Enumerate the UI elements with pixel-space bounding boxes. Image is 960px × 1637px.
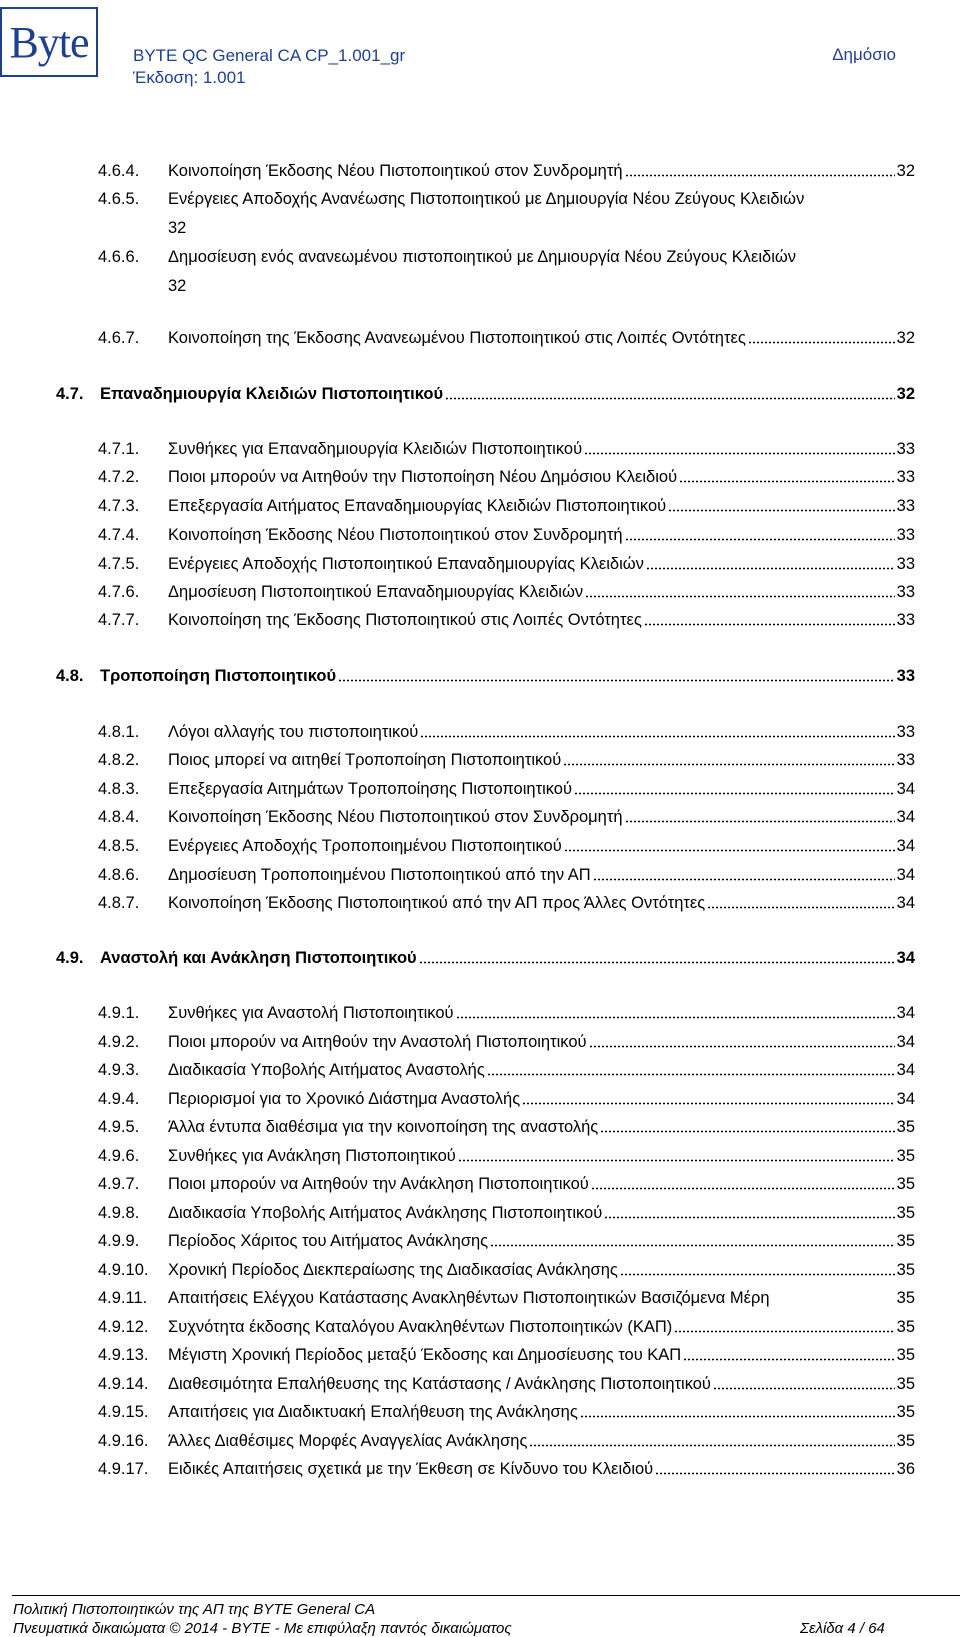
toc-entry-number: 4.7. xyxy=(56,385,84,403)
toc-entry-title: Ενέργειες Αποδοχής Τροποποιημένου Πιστοποιητικού xyxy=(168,837,562,855)
toc-entry-number: 4.8.7. xyxy=(98,894,140,912)
toc-entry[interactable] xyxy=(98,1318,915,1337)
toc-entry-title: Συνθήκες για Αναστολή Πιστοποιητικού xyxy=(168,1004,454,1022)
toc-entry-title: Συνθήκες για Ανάκληση Πιστοποιητικού xyxy=(168,1147,456,1165)
toc-entry-page: 34 xyxy=(896,866,915,884)
toc-entry-title: Λόγοι αλλαγής του πιστοποιητικού xyxy=(168,723,419,741)
footer-page-number: Σελίδα 4 / 64 xyxy=(800,1620,885,1637)
toc-entry[interactable] xyxy=(56,667,915,686)
toc-leader-dots xyxy=(600,1129,894,1133)
toc-leader-dots xyxy=(487,1072,895,1076)
toc-entry-number: 4.6.7. xyxy=(98,329,140,347)
toc-entry-title: Κοινοποίηση Έκδοσης Νέου Πιστοποιητικού στον Συνδρομητή xyxy=(168,526,623,544)
toc-entry[interactable] xyxy=(98,1175,915,1194)
toc-leader-dots xyxy=(668,508,894,512)
toc-entry[interactable] xyxy=(98,1261,915,1280)
toc-entry-page: 35 xyxy=(896,1289,915,1307)
toc-leader-dots xyxy=(420,734,894,738)
toc-entry-page: 35 xyxy=(896,1118,915,1136)
toc-entry-title: Περίοδος Χάριτος του Αιτήματος Ανάκλησης xyxy=(168,1232,489,1250)
toc-entry-number: 4.9.10. xyxy=(98,1261,149,1279)
toc-entry[interactable] xyxy=(98,837,915,856)
toc-leader-dots xyxy=(713,1386,895,1390)
toc-leader-dots xyxy=(604,1215,894,1219)
footer-divider xyxy=(12,1595,960,1596)
toc-entry-title: Επεξεργασία Αιτημάτων Τροποποίησης Πιστοποιητικού xyxy=(168,780,573,798)
toc-entry-page: 33 xyxy=(896,440,915,458)
toc-leader-dots xyxy=(580,1414,895,1418)
toc-entry[interactable] xyxy=(98,611,915,630)
toc-entry[interactable] xyxy=(98,440,915,459)
toc-entry-page: 34 xyxy=(896,780,915,798)
toc-leader-dots xyxy=(683,1357,894,1361)
toc-entry-number: 4.9.8. xyxy=(98,1204,140,1222)
toc-entry-page: 34 xyxy=(896,949,915,967)
toc-entry-number: 4.9.13. xyxy=(98,1346,149,1364)
toc-leader-dots xyxy=(419,960,895,964)
toc-entry-page: 36 xyxy=(896,1460,915,1478)
toc-entry[interactable] xyxy=(98,1403,915,1422)
toc-entry[interactable] xyxy=(98,808,915,827)
toc-entry-title: Ειδικές Απαιτήσεις σχετικά με την Έκθεση σε Κίνδυνο του Κλειδιού xyxy=(168,1460,654,1478)
toc-entry-number: 4.9.9. xyxy=(98,1232,140,1250)
toc-entry-title: Άλλα έντυπα διαθέσιμα για την κοινοποίηση της αναστολής xyxy=(168,1118,599,1136)
toc-entry-page: 35 xyxy=(896,1318,915,1336)
toc-entry[interactable] xyxy=(98,162,915,181)
toc-entry-page: 35 xyxy=(896,1375,915,1393)
toc-entry-number: 4.8.4. xyxy=(98,808,140,826)
toc-entry-title: Δημοσίευση Πιστοποιητικού Επαναδημιουργίας Κλειδιών xyxy=(168,583,584,601)
toc-leader-dots xyxy=(589,1044,895,1048)
toc-entry[interactable] xyxy=(98,1346,915,1365)
toc-entry-number: 4.7.7. xyxy=(98,611,140,629)
toc-leader-dots xyxy=(679,479,895,483)
toc-entry-number: 4.8.1. xyxy=(98,723,140,741)
toc-leader-dots xyxy=(620,1272,895,1276)
toc-leader-dots xyxy=(646,566,895,570)
toc-entry-page: 33 xyxy=(896,583,915,601)
toc-entry-page: 35 xyxy=(896,1175,915,1193)
toc-entry-number: 4.6.5. xyxy=(98,190,140,208)
toc-entry-title: Συχνότητα έκδοσης Καταλόγου Ανακληθέντων Πιστοποιητικών (ΚΑΠ) xyxy=(168,1318,673,1336)
toc-entry[interactable] xyxy=(56,949,915,968)
toc-entry-page: 35 xyxy=(896,1432,915,1450)
toc-entry-page: 33 xyxy=(896,611,915,629)
toc-entry-page: 32 xyxy=(896,162,915,180)
toc-entry-page: 34 xyxy=(896,1061,915,1079)
toc-entry-title: Ενέργειες Αποδοχής Ανανέωσης Πιστοποιητικού με Δημιουργία Νέου Ζεύγους Κλειδιών xyxy=(168,190,805,208)
toc-entry-number: 4.7.2. xyxy=(98,468,140,486)
toc-entry-title: Απαιτήσεις Ελέγχου Κατάστασης Ανακληθέντων Πιστοποιητικών Βασιζόμενα Μέρη xyxy=(168,1289,770,1307)
document-classification: Δημόσιο xyxy=(832,45,896,64)
toc-entry-title: Αναστολή και Ανάκληση Πιστοποιητικού xyxy=(100,949,417,967)
toc-entry-page: 34 xyxy=(896,1090,915,1108)
toc-entry-title: Κοινοποίηση της Έκδοσης Πιστοποιητικού στις Λοιπές Οντότητες xyxy=(168,611,642,629)
toc-leader-dots xyxy=(522,1101,894,1105)
toc-entry-number: 4.7.6. xyxy=(98,583,140,601)
toc-entry-page: 35 xyxy=(896,1147,915,1165)
toc-entry-page: 35 xyxy=(896,1232,915,1250)
toc-entry[interactable] xyxy=(98,894,915,913)
toc-entry-number: 4.9.14. xyxy=(98,1375,149,1393)
toc-leader-dots xyxy=(563,762,894,766)
toc-leader-dots xyxy=(458,1158,895,1162)
toc-entry-number: 4.9.15. xyxy=(98,1403,149,1421)
toc-entry-title: Συνθήκες για Επαναδημιουργία Κλειδιών Πιστοποιητικού xyxy=(168,440,583,458)
toc-entry-number: 4.9.12. xyxy=(98,1318,149,1336)
footer-copyright: Πνευματικά δικαιώματα © 2014 - BYTE - Με επιφύλαξη παντός δικαιώματος xyxy=(13,1620,512,1637)
toc-entry-title: Ποιοι μπορούν να Αιτηθούν την Αναστολή Πιστοποιητικού xyxy=(168,1033,587,1051)
toc-entry-page: 34 xyxy=(896,808,915,826)
toc-entry-number: 4.8.5. xyxy=(98,837,140,855)
toc-entry-title: Περιορισμοί για το Χρονικό Διάστημα Αναστολής xyxy=(168,1090,521,1108)
toc-entry-number: 4.9.11. xyxy=(98,1289,148,1307)
toc-entry-title: Ποιοι μπορούν να Αιτηθούν την Ανάκληση Πιστοποιητικού xyxy=(168,1175,589,1193)
toc-entry-number: 4.6.4. xyxy=(98,162,140,180)
toc-entry-number: 4.9.2. xyxy=(98,1033,140,1051)
toc-entry-number: 4.7.5. xyxy=(98,555,140,573)
toc-entry-title: Κοινοποίηση της Έκδοσης Ανανεωμένου Πιστοποιητικού στις Λοιπές Οντότητες xyxy=(168,329,746,347)
toc-entry-title: Δημοσίευση Τροποποιημένου Πιστοποιητικού από την ΑΠ xyxy=(168,866,591,884)
toc-entry-page: 34 xyxy=(896,837,915,855)
toc-entry[interactable] xyxy=(98,526,915,545)
toc-leader-dots xyxy=(529,1443,894,1447)
toc-entry-title: Επεξεργασία Αιτήματος Επαναδημιουργίας Κλειδιών Πιστοποιητικού xyxy=(168,497,667,515)
toc-entry-title: Διαδικασία Υποβολής Αιτήματος Αναστολής xyxy=(168,1061,485,1079)
toc-leader-dots xyxy=(591,1186,895,1190)
toc-entry-title: Ενέργειες Αποδοχής Πιστοποιητικού Επαναδημιουργίας Κλειδιών xyxy=(168,555,644,573)
toc-entry[interactable] xyxy=(98,780,915,799)
toc-entry-title: Ποιοι μπορούν να Αιτηθούν την Πιστοποίηση Νέου Δημόσιου Κλειδιού xyxy=(168,468,678,486)
toc-entry-title: Άλλες Διαθέσιμες Μορφές Αναγγελίας Ανάκλησης xyxy=(168,1432,528,1450)
toc-entry[interactable] xyxy=(98,723,915,742)
toc-leader-dots xyxy=(625,819,895,823)
toc-entry[interactable] xyxy=(98,497,915,516)
toc-entry-number: 4.9.17. xyxy=(98,1460,149,1478)
toc-entry-number: 4.9.1. xyxy=(98,1004,140,1022)
toc-entry[interactable] xyxy=(98,1432,915,1451)
toc-entry-page: 32 xyxy=(896,385,915,403)
toc-leader-dots xyxy=(593,877,895,881)
toc-entry[interactable] xyxy=(98,751,915,770)
toc-entry[interactable] xyxy=(98,555,915,574)
toc-entry[interactable] xyxy=(98,1090,915,1109)
toc-entry-title: Κοινοποίηση Έκδοσης Πιστοποιητικού από την ΑΠ προς Άλλες Οντότητες xyxy=(168,894,706,912)
logo-text: Byte xyxy=(9,17,89,67)
toc-entry-page: 35 xyxy=(896,1261,915,1279)
toc-entry-title: Κοινοποίηση Έκδοσης Νέου Πιστοποιητικού στον Συνδρομητή xyxy=(168,162,623,180)
toc-entry-title: Διαδικασία Υποβολής Αιτήματος Ανάκλησης Πιστοποιητικού xyxy=(168,1204,603,1222)
toc-entry-title: Χρονική Περίοδος Διεκπεραίωσης της Διαδικασίας Ανάκλησης xyxy=(168,1261,618,1279)
toc-entry-page: 32 xyxy=(168,219,187,237)
toc-entry-number: 4.7.4. xyxy=(98,526,140,544)
toc-entry[interactable] xyxy=(98,1375,915,1394)
toc-entry[interactable] xyxy=(98,1033,915,1052)
toc-entry[interactable] xyxy=(98,1204,915,1223)
toc-entry-number: 4.9.3. xyxy=(98,1061,140,1079)
toc-entry-page: 33 xyxy=(896,497,915,515)
toc-entry[interactable] xyxy=(98,1289,915,1308)
toc-leader-dots xyxy=(674,1329,894,1333)
toc-leader-dots xyxy=(574,791,895,795)
toc-entry-page: 34 xyxy=(896,1004,915,1022)
footer-policy-title: Πολιτική Πιστοποιητικών της ΑΠ της BYTE General CA xyxy=(13,1601,376,1618)
toc-leader-dots xyxy=(564,848,895,852)
toc-leader-dots xyxy=(338,678,895,682)
toc-entry[interactable] xyxy=(98,1061,915,1080)
toc-entry-page: 35 xyxy=(896,1204,915,1222)
document-version: Έκδοση: 1.001 xyxy=(133,68,246,87)
toc-entry[interactable] xyxy=(98,583,915,602)
toc-leader-dots xyxy=(655,1471,894,1475)
toc-entry-number: 4.9.7. xyxy=(98,1175,140,1193)
toc-entry-number: 4.7.1. xyxy=(98,440,140,458)
toc-entry[interactable] xyxy=(98,468,915,487)
toc-entry-page: 34 xyxy=(896,894,915,912)
toc-entry[interactable] xyxy=(98,1460,915,1479)
toc-entry[interactable] xyxy=(98,248,915,267)
toc-entry-page: 33 xyxy=(896,555,915,573)
toc-entry[interactable] xyxy=(98,329,915,348)
toc-entry-page: 35 xyxy=(896,1403,915,1421)
toc-leader-dots xyxy=(625,537,895,541)
toc-entry[interactable] xyxy=(98,1232,915,1251)
toc-entry-number: 4.9.16. xyxy=(98,1432,149,1450)
toc-entry-number: 4.9.5. xyxy=(98,1118,140,1136)
toc-entry-title: Διαθεσιμότητα Επαλήθευσης της Κατάστασης / Ανάκλησης Πιστοποιητικού xyxy=(168,1375,711,1393)
toc-entry-page: 32 xyxy=(896,329,915,347)
toc-leader-dots xyxy=(584,451,895,455)
toc-leader-dots xyxy=(490,1243,895,1247)
toc-entry[interactable] xyxy=(98,1004,915,1023)
toc-leader-dots xyxy=(707,905,894,909)
toc-entry[interactable] xyxy=(98,866,915,885)
toc-entry-page: 33 xyxy=(896,468,915,486)
toc-entry-number: 4.8.3. xyxy=(98,780,140,798)
toc-entry-number: 4.8.2. xyxy=(98,751,140,769)
toc-leader-dots xyxy=(585,594,895,598)
toc-entry-number: 4.8.6. xyxy=(98,866,140,884)
toc-leader-dots xyxy=(644,622,895,626)
toc-entry-page: 33 xyxy=(896,751,915,769)
byte-logo xyxy=(0,7,98,77)
toc-entry-page: 33 xyxy=(896,526,915,544)
toc-entry-page: 34 xyxy=(896,1033,915,1051)
toc-leader-dots xyxy=(748,340,895,344)
toc-entry-title: Απαιτήσεις για Διαδικτυακή Επαλήθευση της Ανάκλησης xyxy=(168,1403,578,1421)
toc-entry-number: 4.7.3. xyxy=(98,497,140,515)
toc-leader-dots xyxy=(456,1015,895,1019)
toc-entry[interactable] xyxy=(98,1147,915,1166)
toc-leader-dots xyxy=(445,396,895,400)
toc-entry-number: 4.9. xyxy=(56,949,84,967)
toc-entry-page: 33 xyxy=(896,667,915,685)
toc-entry-number: 4.9.6. xyxy=(98,1147,140,1165)
toc-entry-title: Δημοσίευση ενός ανανεωμένου πιστοποιητικού με Δημιουργία Νέου Ζεύγους Κλειδιών xyxy=(168,248,797,266)
toc-entry-title: Επαναδημιουργία Κλειδιών Πιστοποιητικού xyxy=(100,385,444,403)
toc-entry-page: 33 xyxy=(896,723,915,741)
toc-entry-number: 4.9.4. xyxy=(98,1090,140,1108)
toc-entry[interactable] xyxy=(98,1118,915,1137)
toc-entry-number: 4.8. xyxy=(56,667,84,685)
toc-entry-title: Κοινοποίηση Έκδοσης Νέου Πιστοποιητικού στον Συνδρομητή xyxy=(168,808,623,826)
toc-leader-dots xyxy=(625,173,895,177)
toc-entry[interactable] xyxy=(56,385,915,404)
document-title: BYTE QC General CA CP_1.001_gr xyxy=(133,46,406,65)
toc-entry[interactable] xyxy=(98,190,915,209)
toc-entry-title: Ποιος μπορεί να αιτηθεί Τροποποίηση Πιστοποιητικού xyxy=(168,751,562,769)
toc-entry-page: 35 xyxy=(896,1346,915,1364)
toc-entry-title: Τροποποίηση Πιστοποιητικού xyxy=(100,667,337,685)
toc-entry-title: Μέγιστη Χρονική Περίοδος μεταξύ Έκδοσης και Δημοσίευσης του ΚΑΠ xyxy=(168,1346,682,1364)
toc-entry-number: 4.6.6. xyxy=(98,248,140,266)
toc-entry-page: 32 xyxy=(168,277,187,295)
